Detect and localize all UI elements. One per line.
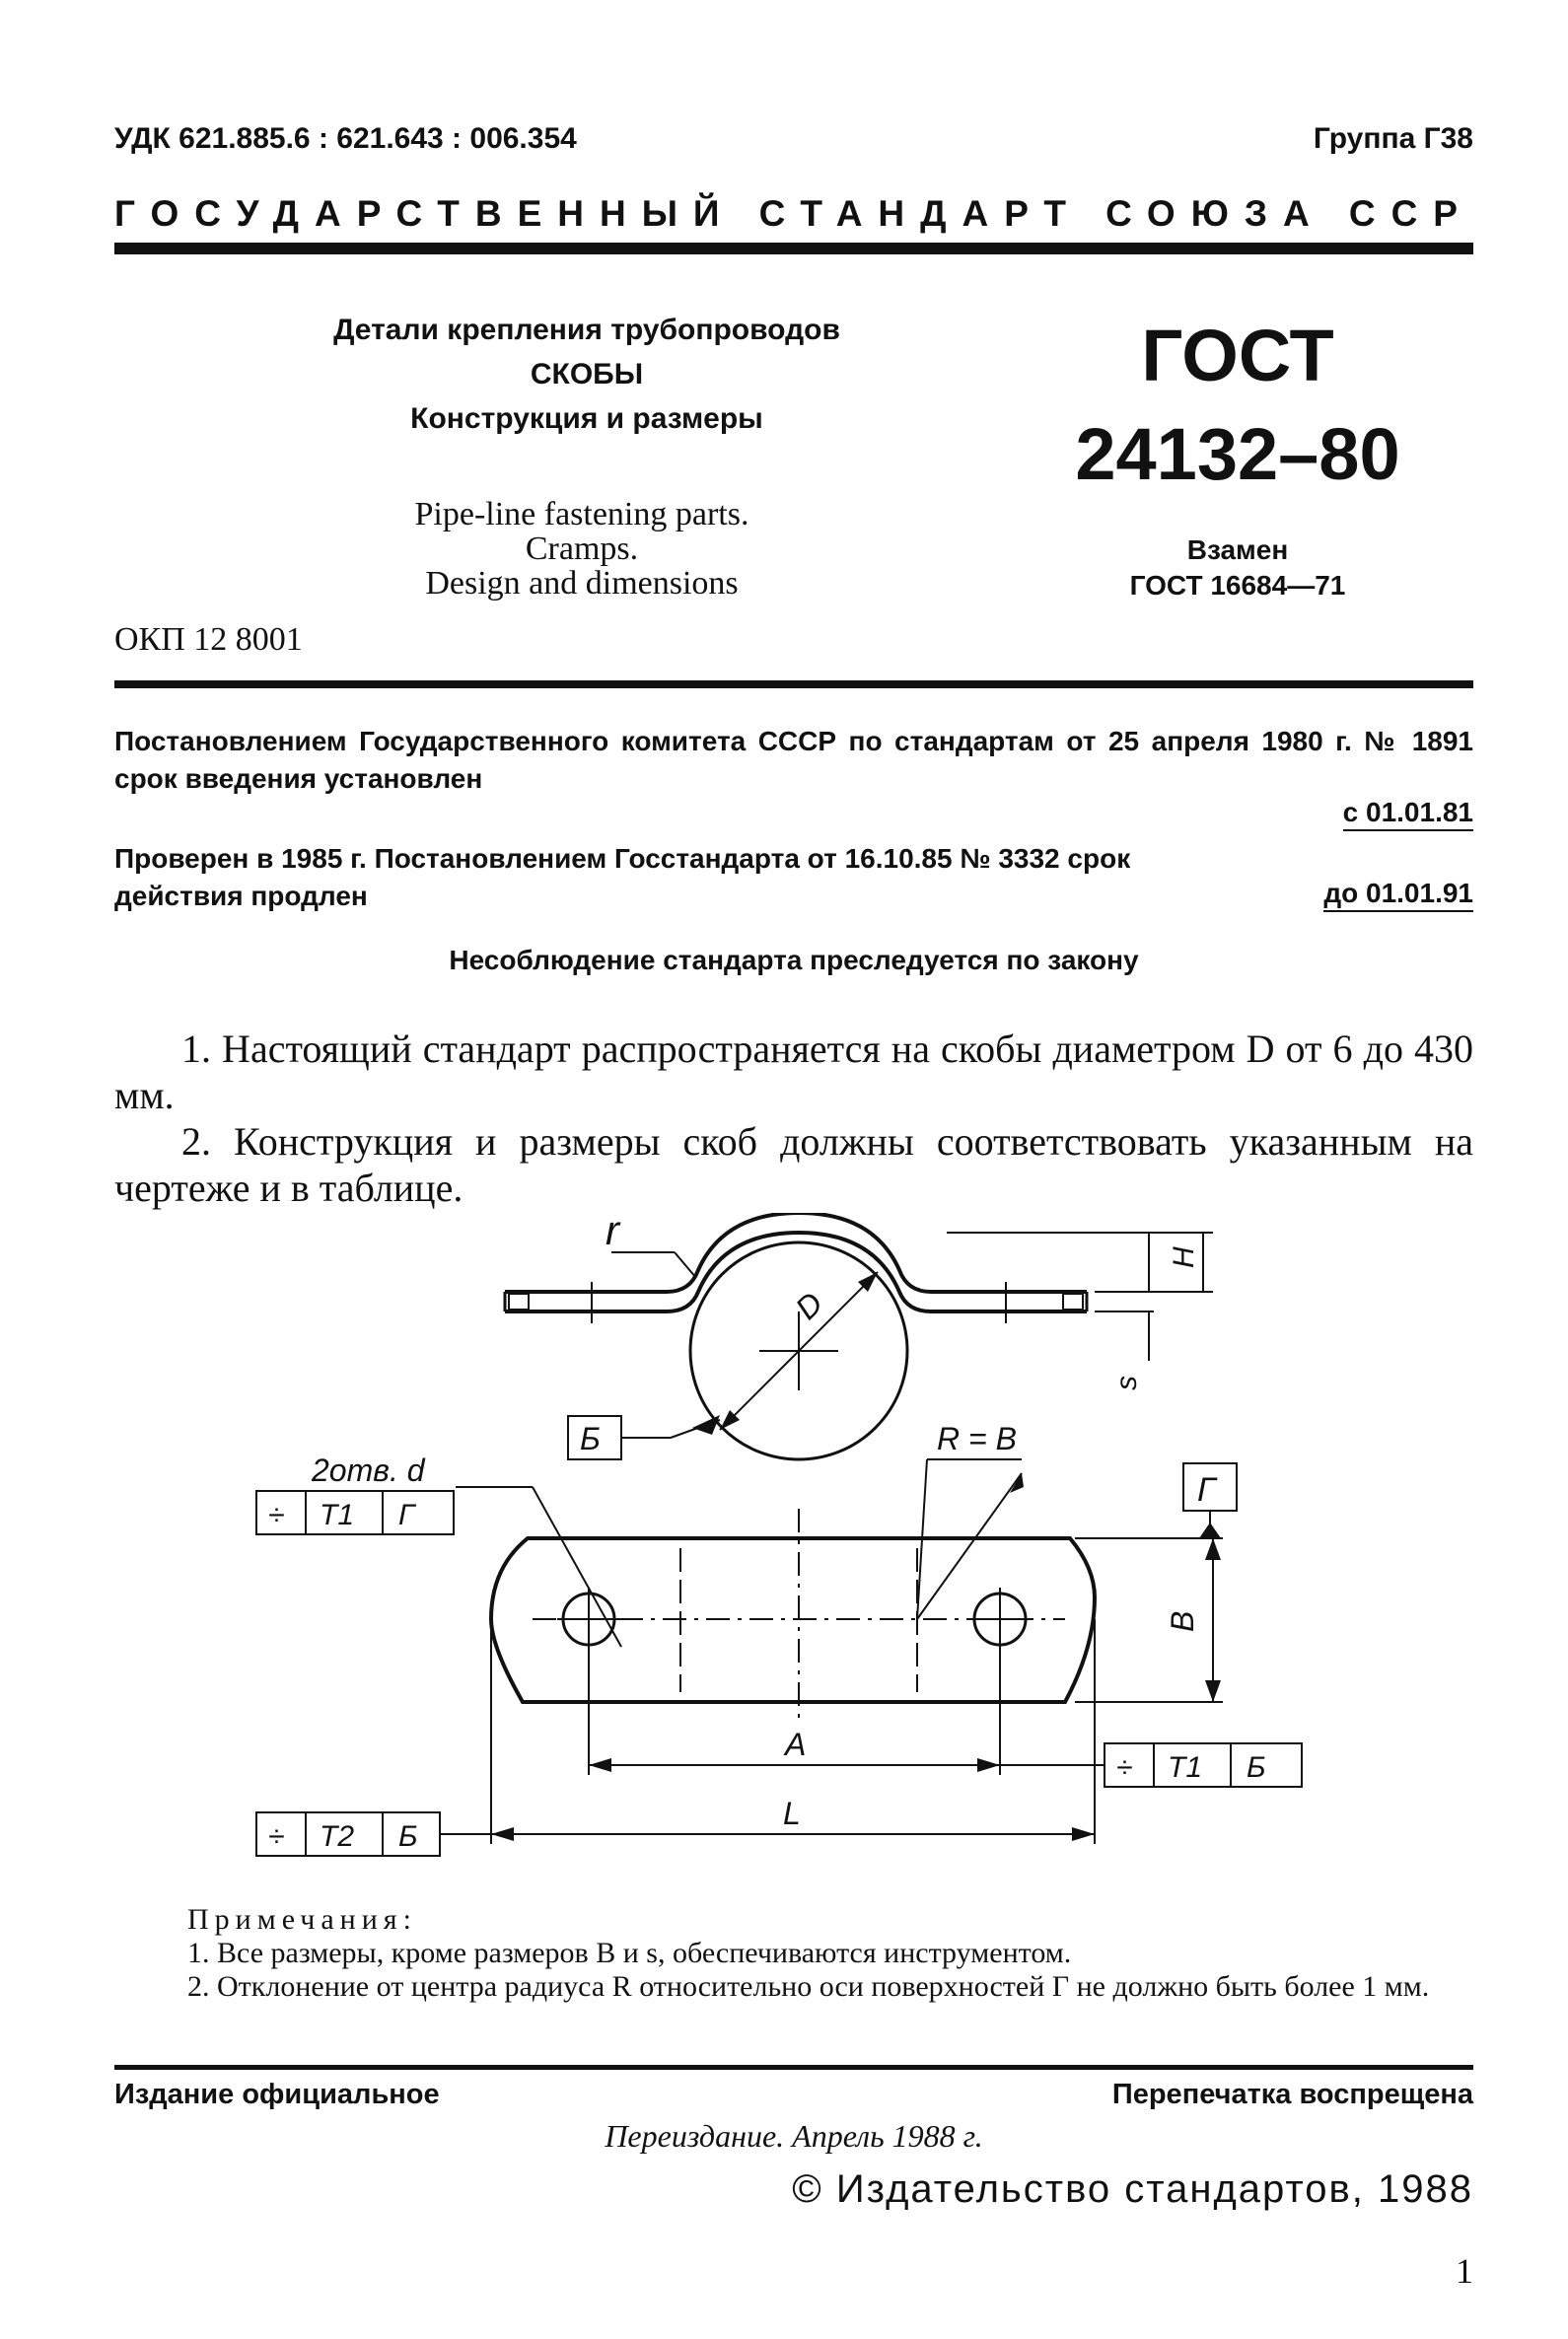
effective-date-value: с 01.01.81 — [1343, 797, 1473, 831]
frame3-tolerance: T2 — [320, 1820, 355, 1853]
gost-label: ГОСТ — [1141, 315, 1334, 396]
thickness-label: s — [1110, 1376, 1143, 1390]
notes-heading: Примечания: — [187, 1903, 417, 1936]
diameter-label: D — [788, 1285, 830, 1326]
note-2: 2. Отклонение от центра радиуса R относительно оси поверхностей Г не должно быть более 1 мм. — [187, 1970, 1430, 2003]
width-b-label: B — [1165, 1610, 1200, 1632]
title-en-line: Pipe-line fastening parts. — [414, 496, 749, 532]
radius-r-label: r — [606, 1213, 619, 1253]
title-ru-line: Конструкция и размеры — [410, 402, 763, 435]
header-rule — [114, 243, 1473, 254]
footer-rule — [114, 2065, 1473, 2070]
note-1: 1. Все размеры, кроме размеров B и s, обеспечиваются инструментом. — [187, 1937, 1072, 1969]
holes-label: 2отв. d — [312, 1453, 425, 1488]
law-notice: Несоблюдение стандарта преследуется по закону — [449, 945, 1139, 975]
radius-R-label: R = B — [937, 1421, 1017, 1456]
hole-spacing-a-label: A — [785, 1727, 807, 1762]
banner-word: СТАНДАРТ — [758, 193, 1083, 234]
frame2-datum: Б — [1247, 1751, 1266, 1784]
decree-text: Постановлением Государственного комитета СССР по стандартам от 25 апреля 1980 г. № 1891 срок введения установлен — [114, 726, 1473, 794]
replaces-label: Взамен — [1186, 534, 1289, 565]
banner-word: ГОСУДАРСТВЕННЫЙ — [114, 193, 736, 234]
no-reprint-notice: Перепечатка воспрещена — [1111, 2079, 1473, 2110]
frame3-datum: Б — [398, 1820, 418, 1853]
notes-block — [187, 1903, 1473, 2004]
group-code: Группа Г38 — [1313, 122, 1473, 155]
publisher-copyright: © Издательство стандартов, 1988 — [792, 2167, 1473, 2211]
length-l-label: L — [783, 1796, 801, 1831]
frame2-symbol: ÷ — [1116, 1751, 1133, 1784]
extended-date — [1323, 878, 1473, 909]
page-number: 1 — [1456, 2251, 1473, 2291]
replaces-block — [1035, 532, 1440, 603]
okp-code: ОКП 12 8001 — [114, 621, 303, 658]
cramp-drawing — [237, 1213, 1321, 1883]
frame1-datum: Г — [398, 1499, 415, 1531]
paragraph-1: 1. Настоящий стандарт распространяется на скобы диаметром D от 6 до 430 мм. — [114, 1027, 1473, 1117]
height-label: H — [1168, 1246, 1200, 1268]
paragraph-2: 2. Конструкция и размеры скоб должны соответствовать указанным на чертеже и в таблице. — [114, 1119, 1473, 1210]
effective-date — [1343, 797, 1473, 828]
frame2-tolerance: T1 — [1168, 1751, 1203, 1784]
title-ru-line: Детали крепления трубопроводов — [333, 314, 840, 346]
reissue-note: Переиздание. Апрель 1988 г. — [605, 2118, 983, 2154]
datum-g-label: Г — [1197, 1471, 1216, 1509]
frame1-tolerance: T1 — [320, 1499, 355, 1531]
title-en-line: Design and dimensions — [425, 565, 739, 602]
official-edition: Издание официальное — [114, 2079, 440, 2110]
frame3-symbol: ÷ — [268, 1820, 285, 1853]
frame1-symbol: ÷ — [268, 1499, 285, 1531]
udk-code: УДК 621.885.6 : 621.643 : 006.354 — [114, 122, 577, 155]
extended-date-value: до 01.01.91 — [1323, 878, 1473, 912]
title-rule — [114, 680, 1473, 688]
datum-b-label: Б — [580, 1421, 601, 1456]
banner-word: ССР — [1348, 193, 1473, 234]
replaces-value: ГОСТ 16684—71 — [1129, 570, 1346, 601]
title-russian — [266, 308, 907, 441]
title-en-line: Cramps. — [525, 531, 639, 567]
gost-number: 24132–80 — [1075, 413, 1400, 495]
banner-word: СОЮЗА — [1105, 193, 1325, 234]
review-text: Проверен в 1985 г. Постановлением Госстандарта от 16.10.85 № 3332 срок действия продлен — [114, 843, 1131, 911]
standard-banner — [114, 193, 1473, 235]
title-english — [296, 497, 868, 601]
title-ru-line: СКОБЫ — [530, 358, 644, 390]
